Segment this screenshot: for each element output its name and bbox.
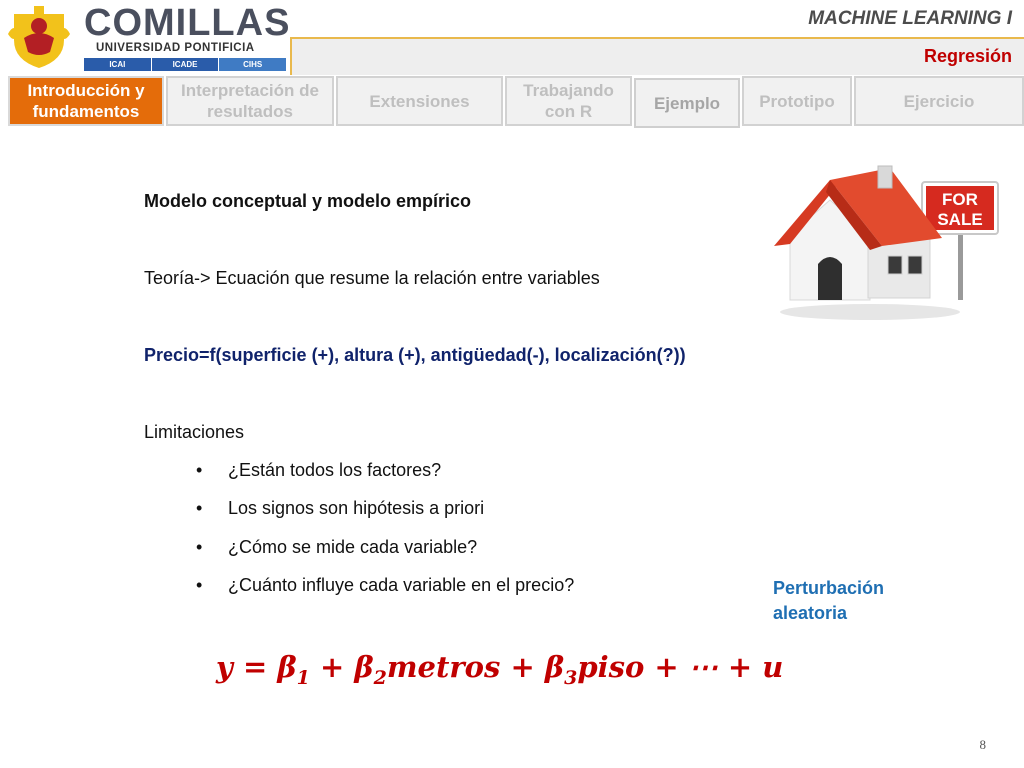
tab-trabajando-con-r[interactable]: Trabajando con R bbox=[505, 76, 632, 126]
list-item bbox=[196, 460, 716, 482]
formula-subscript: 3 bbox=[564, 666, 578, 689]
tab-extensiones[interactable]: Extensiones bbox=[336, 76, 503, 126]
tab-introduccion[interactable]: Introducción y fundamentos bbox=[8, 76, 164, 126]
list-item bbox=[196, 537, 716, 559]
logo-name: COMILLAS bbox=[84, 2, 291, 44]
formula-subscript: 1 bbox=[296, 666, 310, 689]
formula-y: y bbox=[216, 650, 233, 684]
formula-subscript: 2 bbox=[373, 666, 387, 689]
bullet-icon: • bbox=[196, 537, 203, 557]
formula-beta: β bbox=[354, 650, 374, 684]
regression-formula bbox=[216, 650, 783, 689]
house-for-sale-image bbox=[770, 160, 1002, 325]
university-logo bbox=[0, 0, 290, 75]
bullet-icon: • bbox=[196, 575, 203, 595]
formula-tail: + ⋯ + bbox=[644, 650, 763, 684]
slide-heading: Modelo conceptual y modelo empírico bbox=[144, 191, 472, 211]
logo-subtitle: UNIVERSIDAD PONTIFICIA bbox=[96, 42, 255, 54]
list-item-text: ¿Cuánto influye cada variable en el precio? bbox=[228, 575, 575, 595]
tab-interpretacion[interactable]: Interpretación de resultados bbox=[166, 76, 334, 126]
tab-ejemplo[interactable]: Ejemplo bbox=[634, 78, 740, 128]
formula-term-metros: metros bbox=[386, 650, 501, 684]
formula-plus: + bbox=[500, 650, 545, 684]
formula-beta: β bbox=[544, 650, 565, 684]
list-item bbox=[196, 575, 716, 597]
tab-ejercicio[interactable]: Ejercicio bbox=[854, 76, 1024, 126]
bullet-icon: • bbox=[196, 460, 203, 480]
course-title: MACHINE LEARNING I bbox=[808, 8, 1012, 29]
price-function-text: Precio=f(superficie (+), altura (+), antigüedad(-), localización(?)) bbox=[144, 345, 686, 365]
formula-u: u bbox=[762, 650, 784, 684]
logo-school: ICADE bbox=[152, 58, 220, 71]
formula-term-piso: piso bbox=[577, 650, 645, 684]
formula-plus: + bbox=[309, 650, 355, 684]
list-item-text: ¿Cómo se mide cada variable? bbox=[228, 537, 478, 557]
section-title: Regresión bbox=[923, 46, 1012, 66]
list-item bbox=[196, 498, 716, 520]
theory-text: Teoría-> Ecuación que resume la relación entre variables bbox=[144, 268, 600, 288]
perturbation-label: Perturbación aleatoria bbox=[773, 578, 885, 623]
sign-text: SALE bbox=[937, 210, 983, 229]
logo-school: ICAI bbox=[84, 58, 152, 71]
formula-equals: = bbox=[232, 650, 278, 684]
logo-school: CIHS bbox=[219, 58, 286, 71]
tab-prototipo[interactable]: Prototipo bbox=[742, 76, 852, 126]
list-item-text: ¿Están todos los factores? bbox=[228, 460, 442, 480]
sign-text: FOR bbox=[942, 190, 978, 209]
formula-beta: β bbox=[277, 650, 297, 684]
page-number: 8 bbox=[979, 737, 986, 752]
logo-schools-bar bbox=[84, 58, 286, 71]
section-banner bbox=[290, 37, 1024, 75]
bullet-icon: • bbox=[196, 498, 203, 518]
limitations-title: Limitaciones bbox=[144, 422, 245, 442]
list-item-text: Los signos son hipótesis a priori bbox=[228, 498, 485, 518]
crest-icon bbox=[6, 4, 72, 70]
